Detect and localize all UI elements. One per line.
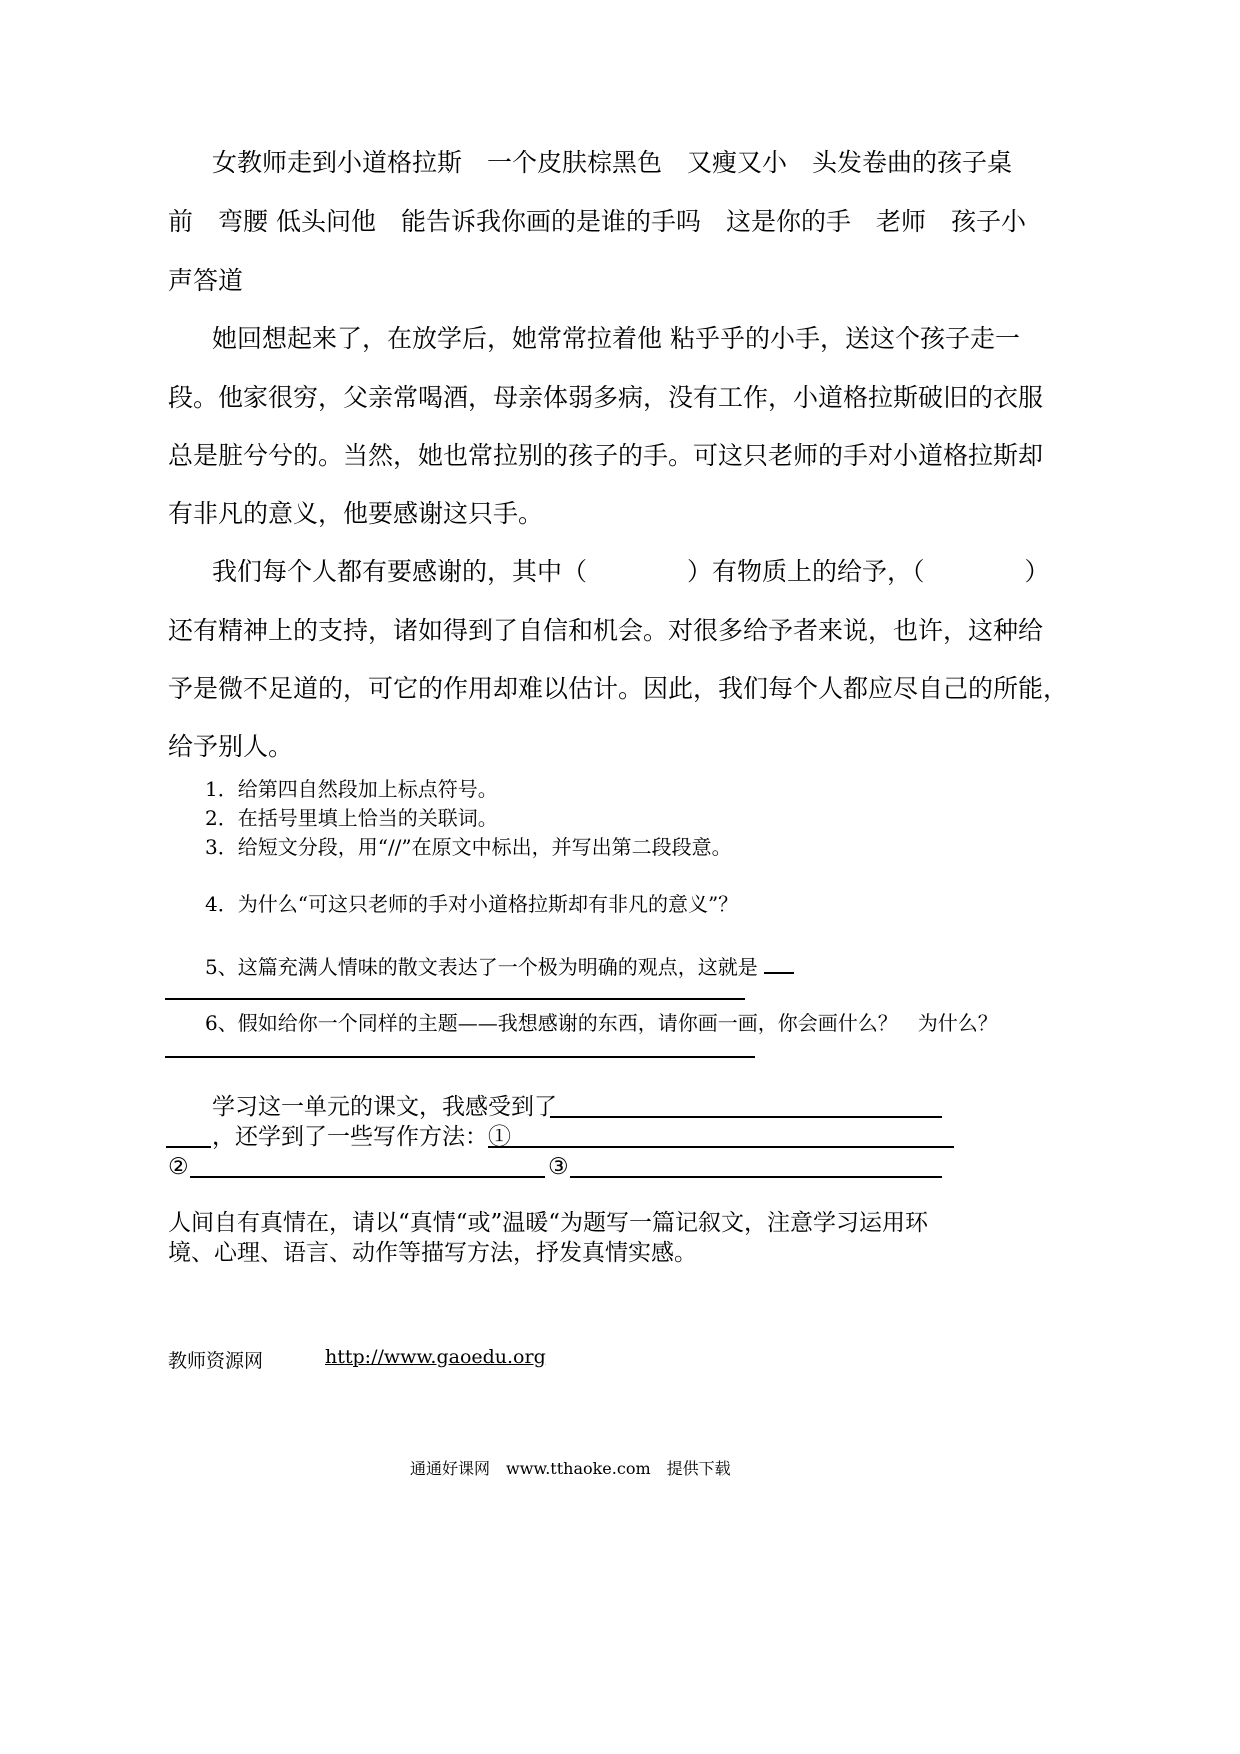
question-5 xyxy=(205,950,794,980)
passage-para6-line1: 我们每个人都有要感谢的，其中（ ）有物质上的给予，（ ） xyxy=(212,557,1050,586)
unit-blank-feeling-cont[interactable] xyxy=(166,1146,211,1148)
unit-blank-method-2[interactable] xyxy=(190,1176,545,1178)
passage-para6-line3: 予是微不足道的，可它的作用却难以估计。因此，我们每个人都应尽自己的所能， xyxy=(168,674,1069,703)
essay-prompt-line2: 境、心理、语言、动作等描写方法，抒发真情实感。 xyxy=(168,1240,697,1266)
essay-prompt-line1: 人间自有真情在，请以“真情“或”温暖“为题写一篇记叙文，注意学习运用环 xyxy=(168,1210,929,1236)
passage-para6-line4: 给予别人。 xyxy=(168,732,294,761)
unit-blank-feeling[interactable] xyxy=(550,1116,942,1118)
question-2: 2．在括号里填上恰当的关联词。 xyxy=(205,806,498,830)
footer-site-link[interactable]: http://www.gaoedu.org xyxy=(325,1346,546,1368)
passage-para5-line3: 总是脏兮兮的。当然，她也常拉别的孩子的手。可这只老师的手对小道格拉斯却 xyxy=(168,441,1044,470)
unit-mark-3: ③ xyxy=(548,1154,569,1180)
footer-site-name: 教师资源网 xyxy=(168,1350,264,1372)
unit-blank-method-1[interactable] xyxy=(488,1146,954,1148)
question-3: 3．给短文分段，用“//”在原文中标出，并写出第二段段意。 xyxy=(205,835,732,859)
question-6-answer-line[interactable] xyxy=(165,1056,755,1058)
passage-para5-line2: 段。他家很穷，父亲常喝酒，母亲体弱多病，没有工作，小道格拉斯破旧的衣服 xyxy=(168,383,1044,412)
question-5-answer-line[interactable] xyxy=(165,998,745,1000)
question-5-text: 5、这篇充满人情味的散文表达了一个极为明确的观点，这就是 xyxy=(205,955,758,979)
footer-bottom-credit: 通通好课网 www.tthaoke.com 提供下载 xyxy=(410,1459,731,1478)
question-4: 4．为什么“可这只老师的手对小道格拉斯却有非凡的意义”？ xyxy=(205,892,739,916)
passage-para4-line3: 声答道 xyxy=(168,266,244,295)
unit-line2: ，还学到了一些写作方法：① xyxy=(212,1124,511,1150)
passage-para5-line1: 她回想起来了，在放学后，她常常拉着他 粘乎乎的小手，送这个孩子走一 xyxy=(212,324,1020,353)
question-1: 1．给第四自然段加上标点符号。 xyxy=(205,777,498,801)
unit-line1: 学习这一单元的课文，我感受到了 xyxy=(212,1094,557,1120)
passage-para5-line4: 有非凡的意义，他要感谢这只手。 xyxy=(168,499,544,528)
passage-para6-line2: 还有精神上的支持，诸如得到了自信和机会。对很多给予者来说，也许，这种给 xyxy=(168,616,1044,645)
unit-mark-2: ② xyxy=(168,1154,189,1180)
passage-para4-line1: 女教师走到小道格拉斯 一个皮肤棕黑色 又瘦又小 头发卷曲的孩子桌 xyxy=(212,148,1013,177)
question-6: 6、假如给你一个同样的主题——我想感谢的东西，请你画一画，你会画什么？ 为什么？ xyxy=(205,1011,998,1035)
unit-blank-method-3[interactable] xyxy=(570,1176,942,1178)
passage-para4-line2: 前 弯腰 低头问他 能告诉我你画的是谁的手吗 这是你的手 老师 孩子小 xyxy=(168,207,1026,236)
question-5-blank[interactable] xyxy=(764,950,794,974)
